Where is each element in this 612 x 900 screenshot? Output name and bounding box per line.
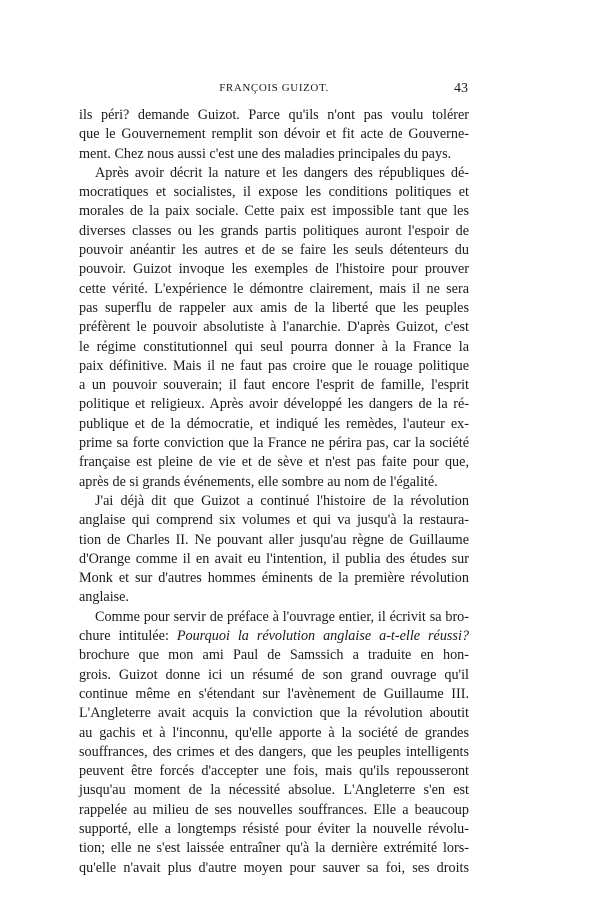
text-line: rappelée au milieu de ses nouvelles souffrances. Elle a beaucoup [79, 801, 469, 818]
text-line: L'Angleterre avait acquis la conviction que la révolution aboutit [79, 705, 469, 722]
text-line: continue même en s'étendant sur l'avènement de Guillaume III. [79, 685, 469, 702]
text-line: pas superflu de rappeler aux amis de la liberté que les peuples [79, 299, 469, 316]
text-line: peuvent être forcés d'accepter une fois, mais qu'ils repousseront [79, 763, 469, 780]
running-head [80, 82, 468, 98]
paragraph [79, 608, 469, 878]
paragraph [79, 164, 469, 492]
text-line: souffrances, des crimes et des dangers, que les peuples intelligents [79, 743, 469, 760]
body-text [79, 106, 469, 878]
running-title: FRANÇOIS GUIZOT. [219, 82, 329, 94]
text-line: paix définitive. Mais il ne faut pas croire que le rouage politique [79, 357, 469, 374]
text-line: Comme pour servir de préface à l'ouvrage entier, il écrivit sa bro- [95, 608, 469, 625]
text-line: d'Orange comme il en avait eu l'intention, il publia des études sur [79, 550, 469, 567]
text-line: pouvoir. Guizot invoque les exemples de l'histoire pour prouver [79, 261, 469, 278]
paragraph [79, 492, 469, 608]
text-line: ment. Chez nous aussi c'est une des maladies principales du pays. [79, 145, 452, 162]
text-line: brochure que mon ami Paul de Samssich a traduite en hon- [79, 647, 469, 664]
text-line: jusqu'au moment de la nécessité absolue. L'Angleterre s'en est [79, 782, 469, 799]
text-line: le régime constitutionnel qui seul pourra donner à la France la [79, 338, 469, 355]
text-line: qu'elle n'avait plus d'autre moyen pour sauver sa foi, ses droits [79, 859, 469, 876]
text-line: diverses classes ou les grands partis politiques auront l'espoir de [79, 222, 469, 239]
text-line: au gachis et à l'inconnu, qu'elle apporte à la société de grandes [79, 724, 469, 741]
text-line: anglaise. [79, 589, 130, 606]
text-line: cette vérité. L'expérience le démontre clairement, mais il ne sera [79, 280, 469, 297]
text-line: après de si grands événements, elle sombre au nom de l'égalité. [79, 473, 438, 490]
text-line: que le Gouvernement remplit son dévoir et fit acte de Gouverne- [79, 126, 469, 143]
text-line: J'ai déjà dit que Guizot a continué l'histoire de la révolution [95, 492, 469, 509]
text-line: préfèrent le pouvoir absolutiste à l'anarchie. D'après Guizot, c'est [79, 319, 469, 336]
paragraph [79, 106, 469, 164]
text-line: politique et religieux. Après avoir développé les dangers de la ré- [79, 396, 469, 413]
text-line: anglaise qui comprend six volumes et qui va jusqu'à la restaura- [79, 512, 469, 529]
text-line: ils péri? demande Guizot. Parce qu'ils n'ont pas voulu tolérer [79, 107, 469, 123]
text-line: grois. Guizot donne ici un résumé de son grand ouvrage qu'il [79, 666, 469, 683]
text-line: mocratiques et socialistes, il expose les conditions politiques et [79, 184, 469, 201]
text-line: supporté, elle a longtemps résisté pour éviter la nouvelle révolu- [79, 820, 469, 837]
text-line: a un pouvoir souverain; il faut encore l'esprit de famille, l'esprit [79, 377, 469, 394]
text-line: Après avoir décrit la nature et les dangers des républiques dé- [95, 164, 469, 181]
text-line: chure intitulée: Pourquoi la révolution anglaise a-t-elle réussi? [79, 628, 469, 645]
text-line: pouvoir anéantir les autres et de se faire les seuls détenteurs du [79, 242, 469, 259]
page-number: 43 [454, 81, 468, 96]
text-line: morales de la paix sociale. Cette paix est impossible tant que les [79, 203, 469, 220]
text-line: publique et de la démocratie, et indiqué les remèdes, l'auteur ex- [79, 415, 469, 432]
text-line: tion; elle ne s'est laissée entraîner qu'à la dernière extrémité lors- [79, 840, 469, 857]
text-line: prime sa forte conviction que la France ne périra pas, car la société [79, 435, 469, 452]
text-line: française est pleine de vie et de sève et n'est pas faite pour que, [79, 454, 469, 471]
text-line: Monk et sur d'autres hommes éminents de la première révolution [79, 570, 469, 587]
text-line: tion de Charles II. Ne pouvant aller jusqu'au règne de Guillaume [79, 531, 469, 548]
